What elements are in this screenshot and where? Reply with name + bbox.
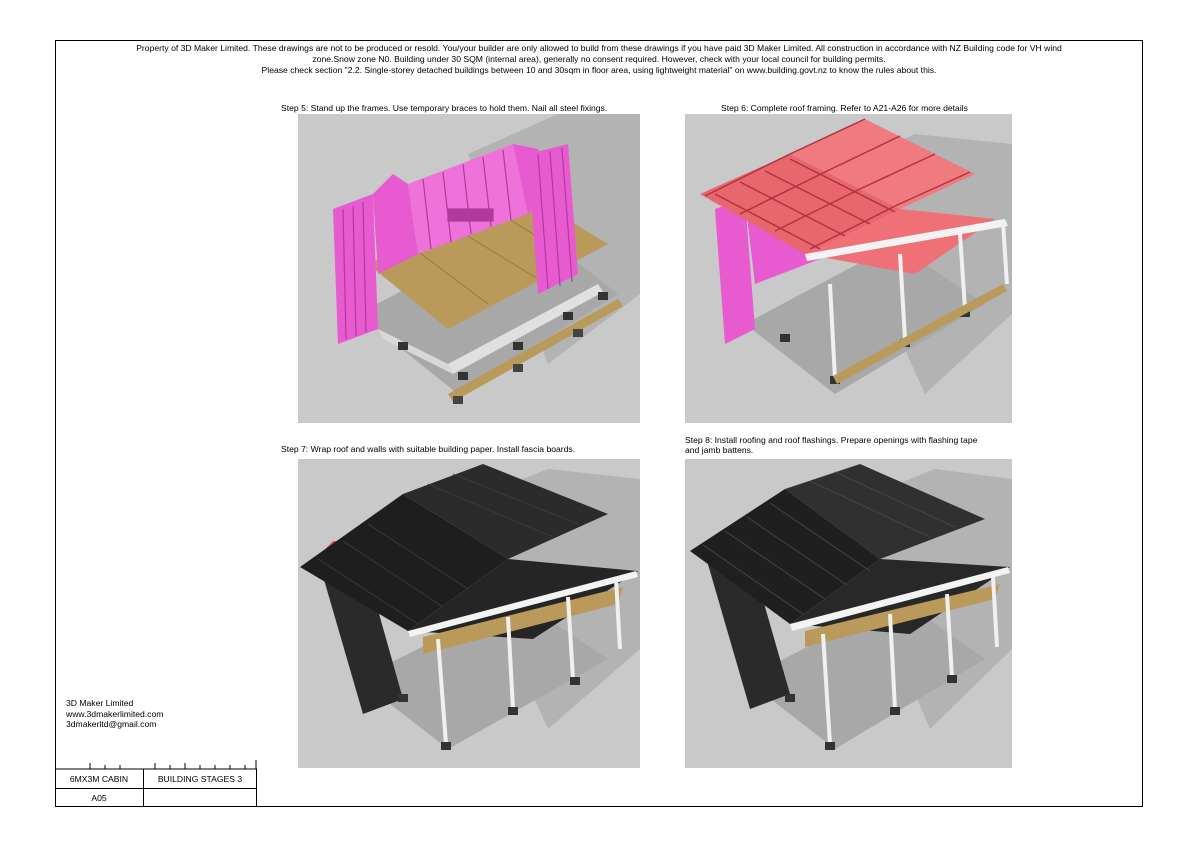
step-8-image (685, 459, 1012, 768)
step-8-caption (685, 435, 977, 455)
notice-line-2: zone.Snow zone N0. Building under 30 SQM (internal area), generally no consent required. However, check with your local council for building permits. (312, 54, 886, 64)
step-6-image (685, 114, 1012, 423)
building-paper-wrap-icon (298, 459, 640, 768)
project-name-cell (55, 769, 144, 789)
title-block (55, 760, 257, 808)
step-6-caption: Step 6: Complete roof framing. Refer to A21-A26 for more details (721, 103, 968, 113)
sheet-title: BUILDING STAGES 3 (157, 773, 243, 784)
roof-framing-icon (685, 114, 1012, 423)
step-5-image (298, 114, 640, 423)
step-7-image (298, 459, 640, 768)
sheet-number-cell (55, 789, 144, 807)
company-website: www.3dmakerlimited.com (66, 708, 164, 719)
notice-line-1: Property of 3D Maker Limited. These drawings are not to be produced or resold. You/your builder are only allowed to build from these drawings if you have paid 3D Maker Limited. All construction in accordance with NZ Building code for VH wind (136, 43, 1062, 53)
blank-cell (144, 789, 257, 807)
company-info (66, 698, 163, 730)
step-8-caption-line-2: and jamb battens. (685, 445, 754, 455)
step-7-caption: Step 7: Wrap roof and walls with suitable building paper. Install fascia boards. (281, 444, 576, 454)
project-name: 6MX3M CABIN (69, 773, 129, 784)
step-8-caption-line-1: Step 8: Install roofing and roof flashings. Prepare openings with flashing tape (685, 435, 978, 445)
pink-wall-frames-icon (298, 114, 640, 423)
sheet-number: A05 (91, 793, 107, 803)
notice-line-3: Please check section "2.2. Single-storey detached buildings between 10 and 30sqm in floor area, using lightweight material" on www.building.govt.nz to know the rules about this. (261, 65, 937, 75)
company-email: 3dmakerltd@gmail.com (66, 719, 157, 729)
copyright-notice (56, 43, 1142, 76)
sheet-title-cell (144, 769, 257, 789)
step-5-caption: Step 5: Stand up the frames. Use temporary braces to hold them. Nail all steel fixings. (281, 103, 608, 113)
roofing-installed-icon (685, 459, 1012, 768)
company-name: 3D Maker Limited (66, 698, 134, 708)
